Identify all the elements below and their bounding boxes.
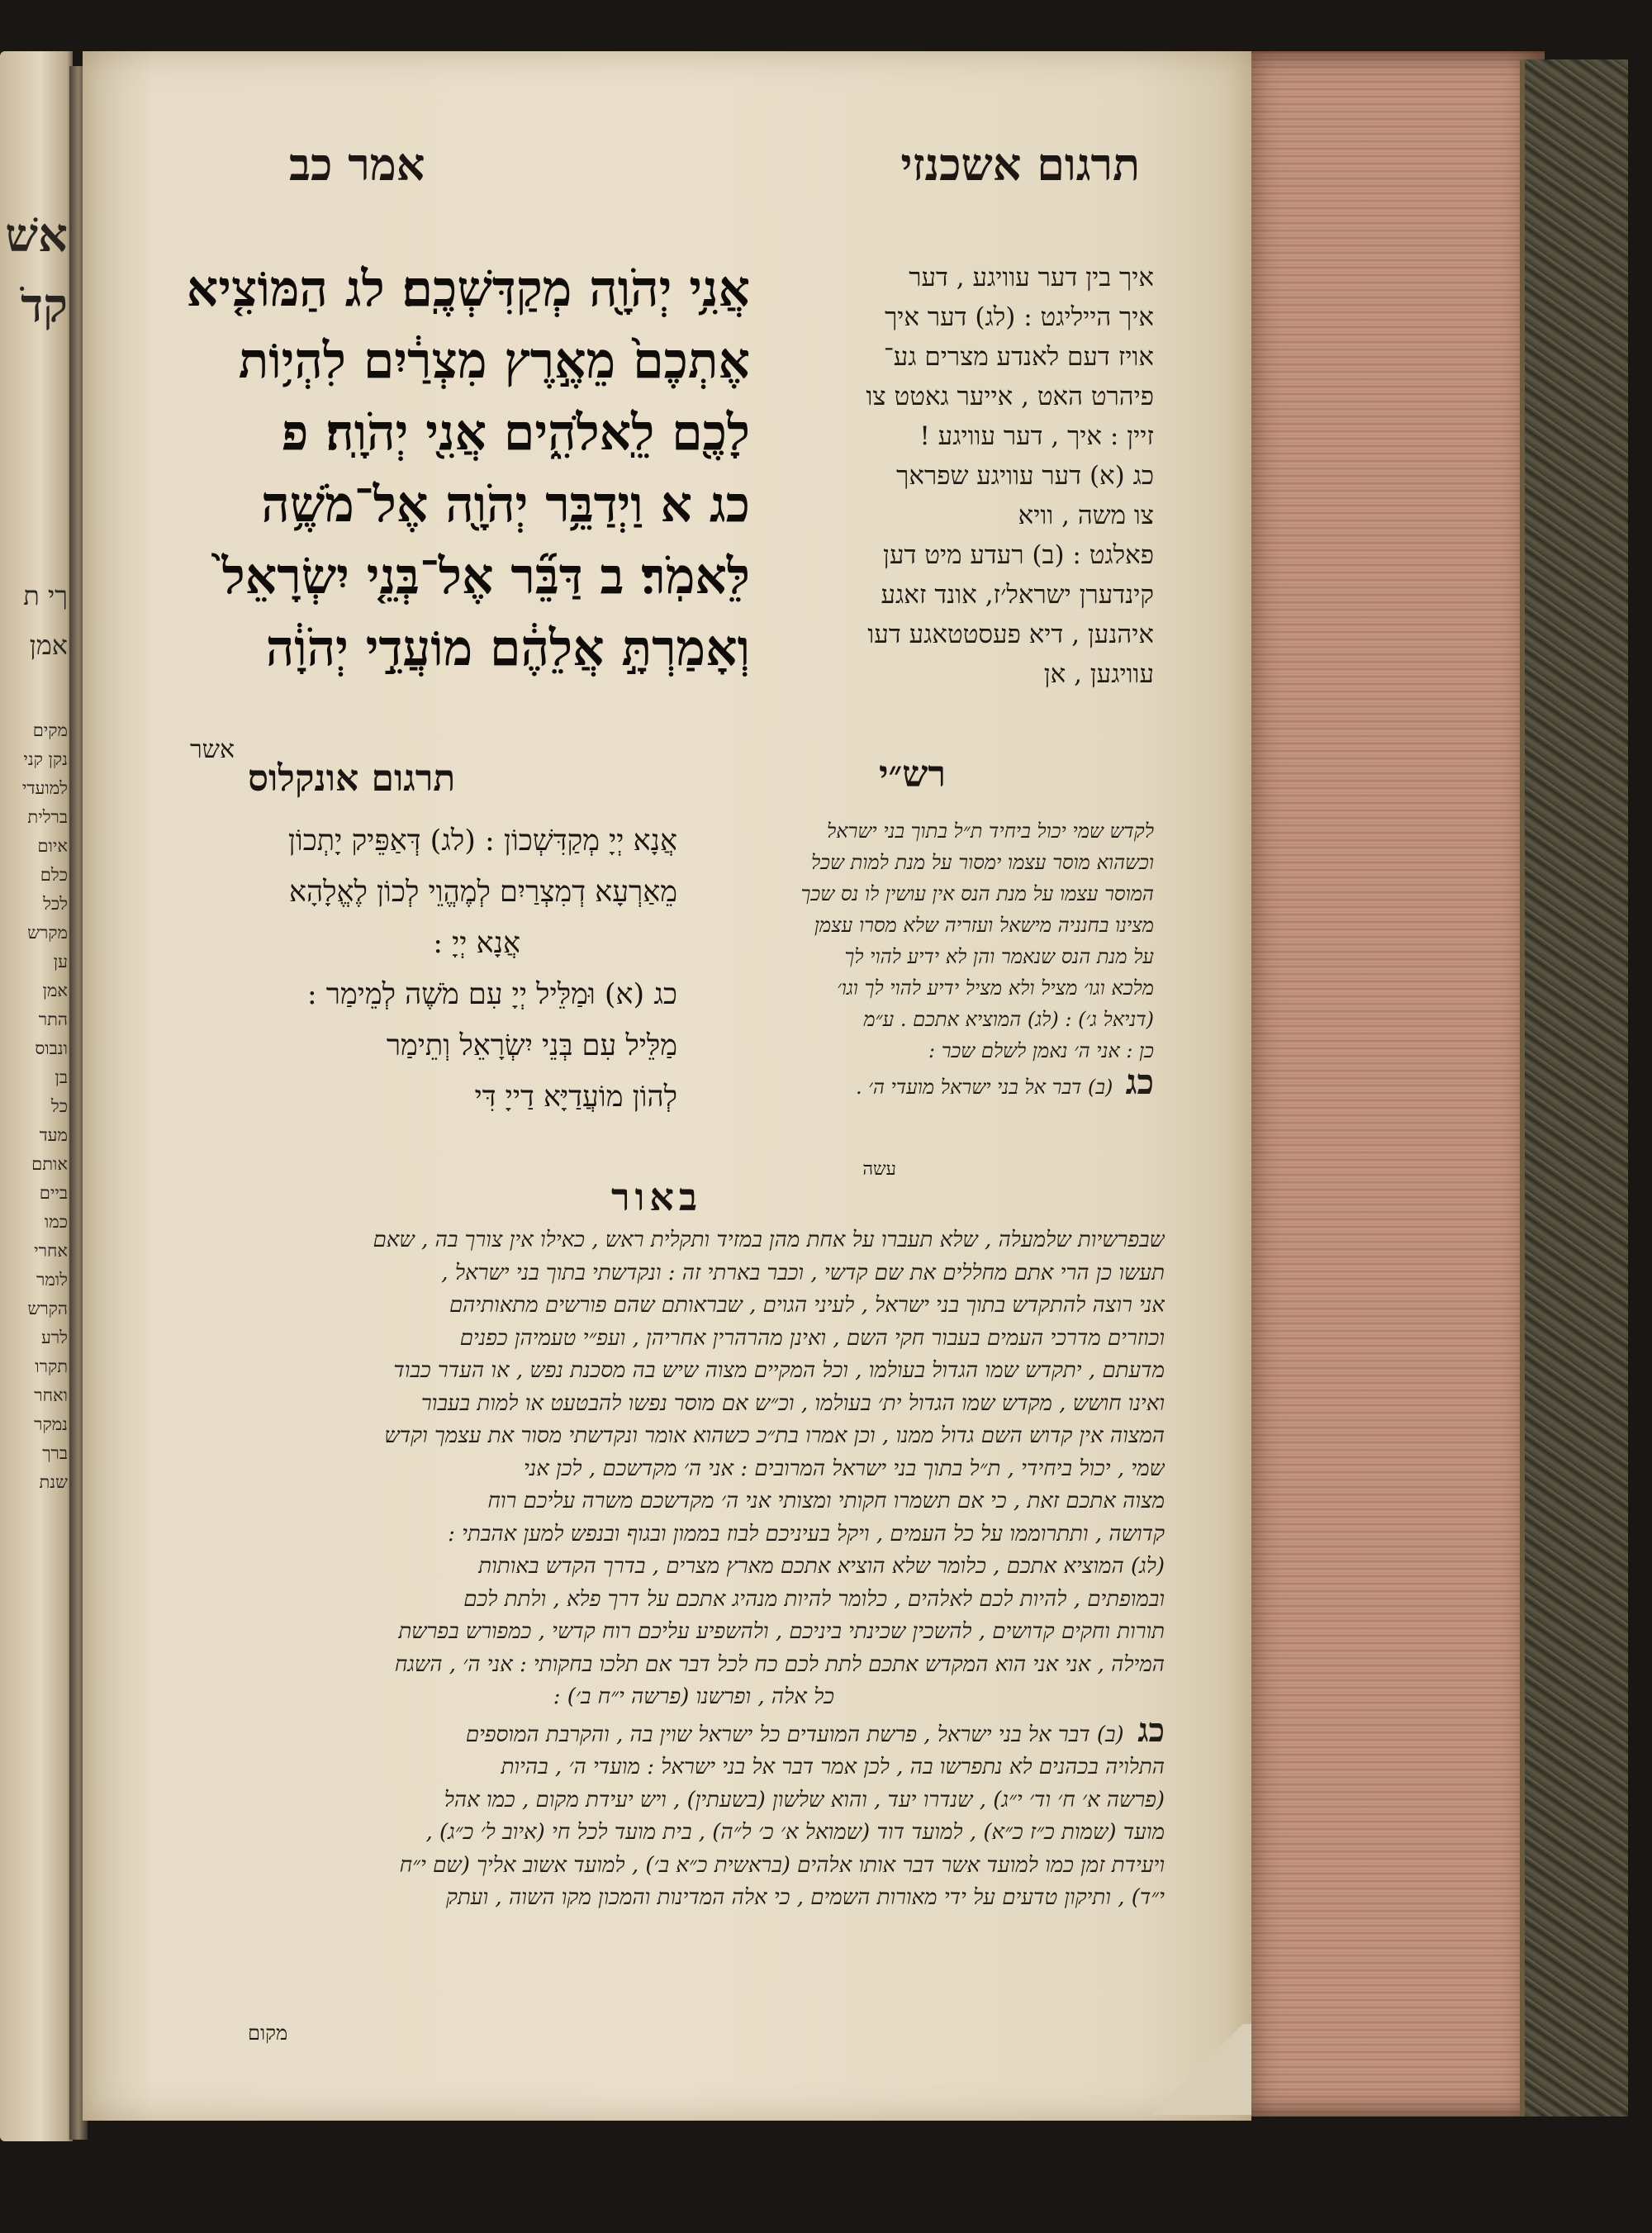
- fragment: אחרי: [34, 1241, 68, 1261]
- beur-line: מדעתם , יתקדש שמו הגדול בעולמו , וכל המקיים מצוה שיש בה מסכנת נפש , או העדר כבוד: [393, 1358, 1165, 1383]
- onkelos-line: אֲנָא יְיָ :: [433, 927, 520, 960]
- fragment: נמקר: [34, 1414, 68, 1434]
- onkelos-line: מֵאַרְעָא דְמִצְרַיִם לְמֶהֱוֵי לְכוֹן לֶאֱלָהָא: [288, 876, 677, 909]
- fragment: לומר: [36, 1270, 68, 1290]
- rashi-commentary: [625, 815, 1154, 1103]
- verse-number: כג: [1137, 1713, 1165, 1750]
- yiddish-translation-column: [766, 258, 1154, 694]
- fragment: ואחר: [34, 1385, 68, 1405]
- beur-line: (פרשה א׳ ח׳ וד׳ י״ג) , שנדרו יעד , והוא שלשון (בשעתין) , ויש יעידת מקום , כמו אהל: [444, 1787, 1165, 1813]
- folded-page-corner: [1144, 2024, 1251, 2115]
- hebrew-main-text: [97, 254, 750, 685]
- beur-line: אני רוצה להתקדש בתוך בני ישראל , לעיני הגוים , שבראותם שהם פורשים מתאותיהם: [449, 1293, 1165, 1318]
- onkelos-line: לְהוֹן מוֹעֲדַיָּא דַייָ דִּי: [474, 1081, 677, 1114]
- fragment: ךי ת: [23, 580, 68, 611]
- rashi-line: מצינו בחנניה מישאל ועזריה שלא מסרו עצמן: [814, 914, 1154, 937]
- translit-line: אויז דעם לאנדע מצרים גע־: [883, 342, 1154, 372]
- hebrew-line: וְאָמַרְתָּ֣ אֲלֵהֶ֔ם מוֹעֲדֵ֣י יְהֹוָ֔ה: [265, 620, 750, 677]
- beur-line: ובמופתים , להיות לכם לאלהים , כלומר להיות מנהיג אתכם על דרך פלא , ולתת לכם: [463, 1586, 1165, 1612]
- translit-line: זיין : איך , דער עוויגע !: [919, 421, 1154, 451]
- fragment: אמן: [29, 630, 68, 661]
- onkelos-heading: תרגום אונקלוס: [248, 758, 456, 800]
- beur-line: וכוזרים מדרכי העמים בעבור חקי השם , ואינן מהרהרין אחריהן , ועפ״י טעמיהן כפנים: [459, 1325, 1165, 1351]
- hebrew-line: לֵּאמֹֽר׃ ב דַּבֵּ֞ר אֶל־בְּנֵ֤י יִשְׂרָאֵל֙: [221, 548, 750, 606]
- hebrew-line: אֶתְכֶם֙ מֵאֶ֣רֶץ מִצְרַ֔יִם לִהְי֥וֹת: [238, 332, 750, 390]
- fragment: לרע: [40, 1328, 68, 1347]
- beur-line: תורות וחקים קדושים , להשכין שכינתי ביניכם , ולהשפיע עליכם רוח קדשי , כמפורש בפרשת: [398, 1619, 1165, 1644]
- book-binding: [1520, 59, 1628, 2117]
- beur-line: שבפרשיות שלמעלה , שלא תעברו על אחת מהן במזיד ותקלית ראש , כאילו אין צורך בה , שאם: [373, 1228, 1165, 1252]
- beur-line: י״ד) , ותיקון טדעים על ידי מאורות השמים , כי אלה המדינות והמכון מקו השוה , ועתק: [446, 1885, 1165, 1910]
- translit-line: צו משה , וויא: [1018, 501, 1154, 530]
- beur-catchword: מקום: [248, 2022, 288, 2045]
- fragment: ען: [53, 952, 68, 972]
- fragment: ברלית: [27, 807, 68, 827]
- fragment: קדֹ: [21, 278, 68, 333]
- hebrew-line: לָכֶ֖ם לֵֽאלֹהִ֑ים אֲנִ֖י יְהֹוָֽה׃ פ: [281, 404, 750, 462]
- rashi-line: וכשהוא מוסר עצמו ימסור על מנת למות שכל: [811, 851, 1154, 874]
- beur-line-text: (ב) דבר אל בני ישראל , פרשת המועדים כל ישראל שוין בה , והקרבת המוספים: [465, 1722, 1124, 1747]
- beur-line: (לג) המוציא אתכם , כלומר שלא הוציא אתכם מארץ מצרים , בדרך הקדש באותות: [478, 1554, 1165, 1579]
- beur-commentary: [91, 1224, 1165, 1915]
- beur-line: תעשו כן הרי אתם מחללים את שם קדשי , וכבר בארתי זה : ונקדשתי בתוך בני ישראל ,: [441, 1260, 1165, 1285]
- fragment: אמן: [42, 981, 68, 1000]
- fragment: מקים: [32, 720, 68, 740]
- fragment: אותם: [31, 1154, 68, 1174]
- fragment: לכל: [43, 894, 68, 914]
- fragment: מעד: [39, 1125, 68, 1145]
- book-page: [83, 51, 1251, 2121]
- beur-line: שמי , יכול ביחידי , ת״ל בתוך בני ישראל המרובים : אני ה׳ מקדשכם , לכן אני: [523, 1456, 1165, 1481]
- fragment: בן: [55, 1067, 68, 1087]
- rashi-line-text: (ב) דבר אל בני ישראל מועדי ה׳ .: [856, 1076, 1113, 1099]
- fragment: איום: [37, 836, 68, 856]
- translit-line: איך הייליגט : (לג) דער איך: [885, 302, 1154, 332]
- translit-line: פאלגט : (ב) רעדע מיט דען: [883, 540, 1154, 570]
- beur-line: [91, 1714, 1165, 1752]
- translit-line: פיהרט האט , אייער גאטט צו: [866, 382, 1154, 411]
- fragment: נקן קני: [23, 749, 68, 769]
- rashi-catchword: עשה: [862, 1159, 896, 1180]
- onkelos-line: מַלֵּיל עִם בְּנֵי יִשְׂרָאֵל וְתֵימַר: [386, 1029, 677, 1062]
- rashi-line: (דניאל ג׳) : (לג) המוציא אתכם . ע״מ: [863, 1008, 1154, 1031]
- fragment: כלם: [40, 865, 68, 885]
- translit-line: קינדערן ישראל׳ז, אונד זאגע: [881, 580, 1154, 610]
- beur-line: התלויה בכהנים לא נתפרשו בה , לכן אמר דבר אל בני ישראל : מועדי ה׳ , בהיות: [501, 1755, 1165, 1779]
- hebrew-line: כג א וַיְדַבֵּ֥ר יְהֹוָ֖ה אֶל־מֹשֶׁ֥ה: [261, 476, 750, 534]
- fragment: מקרש: [27, 923, 68, 943]
- onkelos-line: כג (א) וּמַלֵּיל יְיָ עִם מֹשֶׁה לְמֵימַר :: [306, 978, 677, 1011]
- running-head-left: אמר כב: [289, 138, 425, 191]
- beur-line: מועד (שמות כ״ז כ״א) , למועד דוד (שמואל א׳ כ׳ ל״ה) , בית מועד לכל חי (איוב ל׳ כ״ג) ,: [425, 1820, 1165, 1845]
- catchword: אשר: [190, 735, 235, 764]
- translit-line: איך בין דער עוויגע , דער: [909, 263, 1154, 292]
- fragment: למועדי: [21, 778, 68, 798]
- book-fore-edge: [1239, 51, 1545, 2117]
- rashi-heading: רש״י: [878, 753, 946, 796]
- running-head-right: תרגום אשכנזי: [900, 138, 1140, 191]
- beur-line: המילה , אני אני הוא המקדש אתכם לתת לכם כח לכל דבר אם תלכו בחקותי : אני ה׳ , השגח: [394, 1651, 1165, 1677]
- fragment: תקרו: [35, 1356, 68, 1376]
- translit-line: איהנען , דיא פעסטטאגע דעו: [867, 620, 1154, 649]
- onkelos-line: אֲנָא יְיָ מְקַדִּשְׁכוֹן : (לג) דְּאַפֵּיק יָתְכוֹן: [287, 824, 677, 858]
- fragment: שנת: [39, 1472, 68, 1492]
- rashi-line: על מנת הנס שנאמר והן לא ידיע להוי לך: [844, 945, 1154, 968]
- beur-line: המצוה אין קדוש השם גדול ממנו , וכן אמרו בת״כ כשהוא אומר ונקדשתי מסור את עצמך וקדש: [384, 1423, 1165, 1448]
- rashi-line: המוסר עצמו על מנת הנס אין עושין לו נס שכך: [800, 882, 1154, 905]
- fragment: ברך: [42, 1443, 68, 1463]
- beur-line: כל אלה , ופרשנו (פרשה י״ח ב׳) :: [553, 1684, 834, 1709]
- fragment: הקרש: [27, 1299, 68, 1318]
- beur-heading: באור: [611, 1175, 703, 1219]
- onkelos-targum: [165, 815, 677, 1123]
- fragment: כמו: [44, 1212, 68, 1232]
- verse-number: כג: [1125, 1067, 1154, 1102]
- rashi-line: לקדש שמי יכול ביחיד ת״ל בתוך בני ישראל: [827, 820, 1154, 843]
- fragment: ונבוס: [35, 1038, 68, 1058]
- fragment: התר: [38, 1010, 68, 1029]
- beur-line: קדושה , ותתרוממו על כל העמים , ויקל בעיניכם לבוז בממון ובגוף ובנפש למען אהבתי :: [448, 1521, 1165, 1546]
- previous-page-edge: [0, 51, 73, 2141]
- translit-line: עוויגען , אן: [1043, 659, 1154, 689]
- rashi-line: מלכא וגו׳ מציל ולא מציל ידיע להוי לך וגו׳: [837, 976, 1154, 1000]
- beur-line: ויעידת זמן כמו למועד אשר דבר אותו אלהים (בראשית כ״א ב׳) , למועד אשוב אליך (שם י״ח: [399, 1852, 1165, 1878]
- rashi-line: כן : אני ה׳ נאמן לשלם שכר :: [928, 1039, 1154, 1062]
- hebrew-line: אֲנִ֥י יְהֹוָ֖ה מְקַדִּשְׁכֶֽם׃ לג הַמּוֹצִ֤יא: [186, 260, 750, 318]
- fragment: כל: [50, 1096, 68, 1116]
- rashi-line: [625, 1067, 1154, 1103]
- beur-line: מצוה אתכם זאת , כי אם תשמרו חקותי ומצותי אני ה׳ מקדשכם משרה עליכם רוח: [487, 1489, 1165, 1513]
- fragment: ביים: [39, 1183, 68, 1203]
- fragment: אשׁ: [5, 208, 68, 263]
- translit-line: כג (א) דער עוויגע שפראך: [896, 461, 1154, 491]
- beur-line: ואינו חושש , מקדש שמו הגדול ית׳ בעולמו , וכ״ש אם מוסר נפשו להבטעט או למות בעבור: [420, 1390, 1165, 1416]
